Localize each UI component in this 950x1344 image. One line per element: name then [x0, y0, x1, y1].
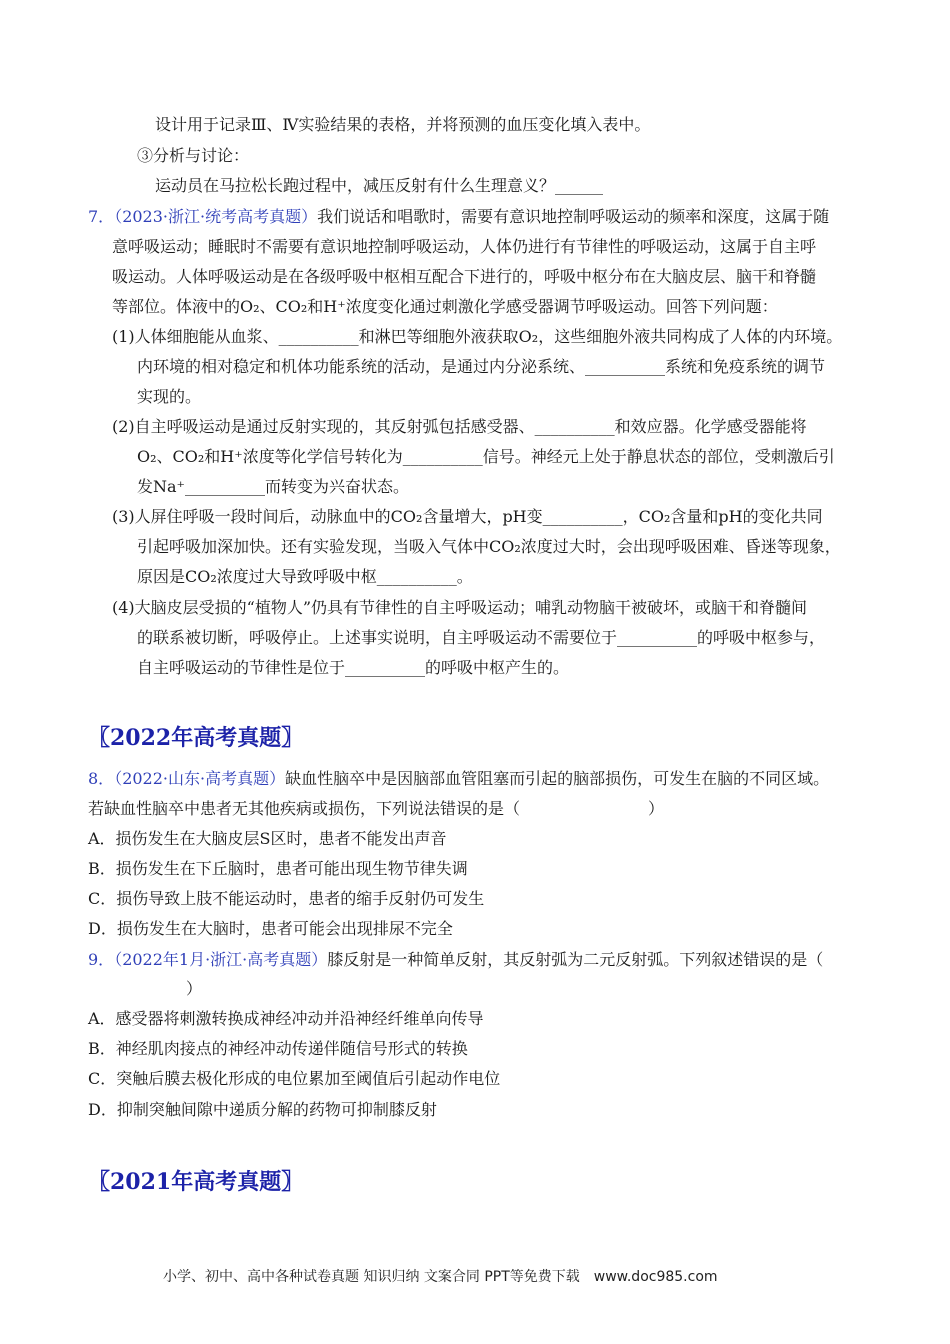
q9-option-c[interactable]: C．突触后膜去极化形成的电位累加至阈值后引起动作电位	[88, 1069, 501, 1088]
q9-stem-text: 膝反射是一种简单反射，其反射弧为二元反射弧。下列叙述错误的是（	[327, 950, 824, 969]
q9-option-d[interactable]: D．抑制突触间隙中递质分解的药物可抑制膝反射	[88, 1100, 437, 1119]
q7-source: （2023·浙江·统考高考真题）	[114, 207, 318, 226]
q7-sub3-line: 原因是CO₂浓度过大导致呼吸中枢__________。	[137, 567, 473, 586]
q7-stem-line: 等部位。体液中的O₂、CO₂和H⁺浓度变化通过刺激化学感受器调节呼吸运动。回答下列问题：	[112, 297, 778, 316]
q7-sub1-line: (1)人体细胞能从血浆、__________和淋巴等细胞外液获取O₂，这些细胞外液共同构成了人体的内环境。	[112, 327, 843, 346]
q7-stem-line: 吸运动。人体呼吸运动是在各级呼吸中枢相互配合下进行的，呼吸中枢分布在大脑皮层、脑干和脊髓	[112, 267, 817, 286]
q9-source: （2022年1月·浙江·高考真题）	[114, 950, 328, 969]
intro-line-3: 运动员在马拉松长跑过程中，减压反射有什么生理意义？______	[155, 176, 604, 195]
q7-sub4-line: 自主呼吸运动的节律性是位于__________的呼吸中枢产生的。	[137, 658, 570, 677]
section-heading-2022: 〖2022年高考真题〗	[88, 725, 304, 751]
q9-option-b[interactable]: B．神经肌肉接点的神经冲动传递伴随信号形式的转换	[88, 1039, 468, 1058]
q9-number: 9．	[88, 950, 115, 969]
q7-stem-line: 意呼吸运动；睡眠时不需要有意识地控制呼吸运动，人体仍进行有节律性的呼吸运动，这属于自主呼	[112, 237, 817, 256]
q7-sub4-line: (4)大脑皮层受损的“植物人”仍具有节律性的自主呼吸运动；哺乳动物脑干被破坏，或脑干和脊髓间	[112, 598, 808, 617]
q7-sub2-line: 发Na⁺__________而转变为兴奋状态。	[137, 477, 409, 496]
q8-source: （2022·山东·高考真题）	[114, 769, 286, 788]
q7-sub3-line: (3)人屏住呼吸一段时间后，动脉血中的CO₂含量增大，pH变__________，CO₂含量和pH的变化共同	[112, 507, 823, 526]
q7-sub1-line: 内环境的相对稳定和机体功能系统的活动，是通过内分泌系统、__________系统和免疫系统的调节	[137, 357, 826, 376]
q9-option-a[interactable]: A．感受器将刺激转换成神经冲动并沿神经纤维单向传导	[88, 1009, 484, 1028]
q7-stem-text: 我们说话和唱歌时，需要有意识地控制呼吸运动的频率和深度，这属于随	[317, 207, 830, 226]
intro-line-2: ③分析与讨论：	[137, 146, 250, 165]
q7-number: 7．	[88, 207, 115, 226]
q9-first-line	[88, 949, 823, 971]
q8-option-c[interactable]: C．损伤导致上肢不能运动时，患者的缩手反射仍可发生	[88, 889, 485, 908]
q8-stem-line: 若缺血性脑卒中患者无其他疾病或损伤，下列说法错误的是（ ）	[88, 799, 665, 818]
q9-stem-line: ）	[186, 979, 203, 998]
q7-sub3-line: 引起呼吸加深加快。还有实验发现，当吸入气体中CO₂浓度过大时，会出现呼吸困难、昏迷等现象，	[137, 537, 841, 556]
q8-option-b[interactable]: B．损伤发生在下丘脑时，患者可能出现生物节律失调	[88, 859, 468, 878]
section-heading-2021: 〖2021年高考真题〗	[88, 1169, 304, 1195]
q8-option-d[interactable]: D．损伤发生在大脑时，患者可能会出现排尿不完全	[88, 919, 453, 938]
q8-stem-text: 缺血性脑卒中是因脑部血管阻塞而引起的脑部损伤，可发生在脑的不同区域。	[285, 769, 830, 788]
page-footer: 小学、初中、高中各种试卷真题 知识归纳 文案合同 PPT等免费下载 www.doc985.com	[163, 1269, 718, 1285]
q7-sub2-line: O₂、CO₂和H⁺浓度等化学信号转化为__________信号。神经元上处于静息状态的部位，受刺激后引	[137, 447, 835, 466]
intro-line-1: 设计用于记录Ⅲ、Ⅳ实验结果的表格，并将预测的血压变化填入表中。	[155, 115, 651, 134]
q7-first-line	[88, 206, 829, 228]
q8-first-line	[88, 768, 829, 790]
q7-sub2-line: (2)自主呼吸运动是通过反射实现的，其反射弧包括感受器、__________和效应器。化学感受器能将	[112, 417, 807, 436]
q7-sub1-line: 实现的。	[137, 387, 202, 406]
q7-sub4-line: 的联系被切断，呼吸停止。上述事实说明，自主呼吸运动不需要位于__________的呼吸中枢参与，	[137, 628, 826, 647]
q8-option-a[interactable]: A．损伤发生在大脑皮层S区时，患者不能发出声音	[88, 829, 447, 848]
q8-number: 8．	[88, 769, 115, 788]
